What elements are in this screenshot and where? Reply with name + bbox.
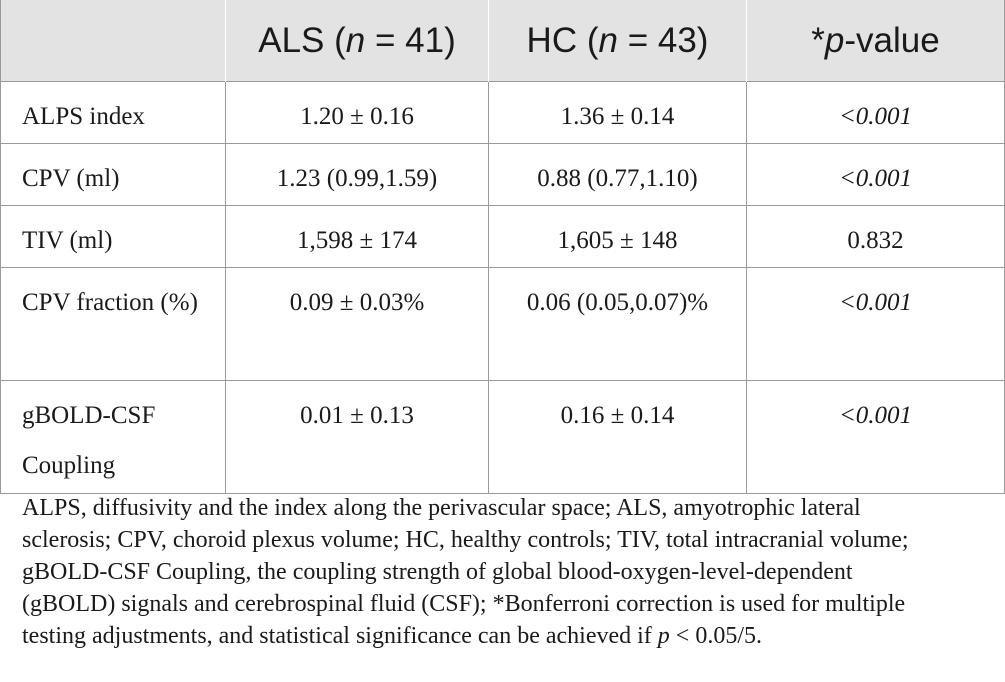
table-row [1,381,1005,494]
hc-value: 0.16 ± 0.14 [489,381,747,494]
p-value: <0.001 [747,82,1005,144]
p-value: <0.001 [747,144,1005,206]
header-corner [1,0,226,82]
hc-value: 1,605 ± 148 [489,206,747,268]
footnote-text: testing adjustments, and statistical significance can be achieved if [22,623,658,649]
header-als-n: n [345,20,366,60]
row-label: ALPS index [1,82,226,144]
header-pvalue-star: * [811,20,825,60]
als-value: 1.20 ± 0.16 [226,82,489,144]
footnote-line: gBOLD-CSF Coupling, the coupling strength of global blood-oxygen-level-dependent [22,559,853,585]
row-label: gBOLD-CSF Coupling [1,381,226,494]
als-value: 1.23 (0.99,1.59) [226,144,489,206]
table-footnote [22,492,992,652]
header-als [226,0,489,82]
header-als-name: ALS [258,20,325,60]
p-value: 0.832 [747,206,1005,268]
table-row [1,144,1005,206]
hc-value: 0.88 (0.77,1.10) [489,144,747,206]
footnote-line: (gBOLD) signals and cerebrospinal fluid (CSF); *Bonferroni correction is used for multiple [22,591,906,617]
header-hc-name: HC [526,20,578,60]
footnote-threshold: < 0.05/5. [669,623,762,649]
row-label: CPV (ml) [1,144,226,206]
hc-value: 0.06 (0.05,0.07)% [489,268,747,381]
header-als-count: = 41) [365,20,456,60]
als-value: 0.01 ± 0.13 [226,381,489,494]
table-header-row [1,0,1005,82]
header-hc-count: = 43) [617,20,709,60]
row-label: TIV (ml) [1,206,226,268]
header-hc-n: n [598,20,618,60]
als-value: 1,598 ± 174 [226,206,489,268]
header-hc-paren: ( [586,20,599,60]
header-als-paren: ( [334,20,346,60]
p-value: <0.001 [747,381,1005,494]
header-hc [489,0,747,82]
header-pvalue-rest: -value [844,20,940,60]
footnote-line: ALPS, diffusivity and the index along the perivascular space; ALS, amyotrophic lateral [22,495,861,521]
als-value: 0.09 ± 0.03% [226,268,489,381]
hc-value: 1.36 ± 0.14 [489,82,747,144]
header-pvalue-p: p [824,20,845,60]
footnote-line: sclerosis; CPV, choroid plexus volume; HC, healthy controls; TIV, total intracranial volume; [22,527,909,553]
header-pvalue [747,0,1005,82]
footnote-line [22,620,992,652]
table-row [1,82,1005,144]
footnote-p-symbol: p [657,623,670,649]
table-row [1,206,1005,268]
table-row [1,268,1005,381]
row-label: CPV fraction (%) [1,268,226,381]
p-value: <0.001 [747,268,1005,381]
